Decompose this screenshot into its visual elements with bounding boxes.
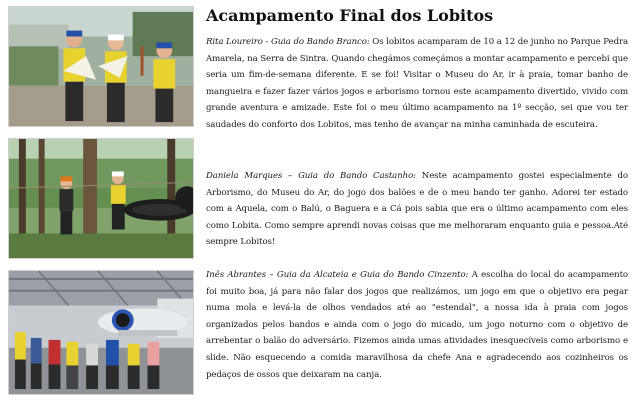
testimony-rita [206, 34, 628, 134]
article-title: Acampamento Final dos Lobitos [206, 6, 494, 25]
photo-tree-climbing [8, 138, 194, 259]
article [206, 4, 629, 380]
testimony-text: Neste acampamento gostei especialmente do Arborismo, do Museu do Ar, do jogo dos balões e de o meu bando ter ganho. Adorei ter estado com a Aquela, com o Balú, o Baguera e a Cá pois sabia que era o último acampamento com eles como Lobita. Como sempre aprendi novas coisas que me melhoraram enquanto guia e pessoa.Até sempre Lobitos! [206, 171, 629, 248]
testimony-ines [206, 267, 628, 383]
testimony-author: Daniela Marques – Guia do Bando Castanho: [206, 171, 416, 181]
testimony-text: A escolha do local do acampamento foi muito boa, já para não falar dos jogos que realizámos, um jogo em que o objetivo era pegar numa mola e levá-la de olhos vendados até ao "estendal", a nossa ida à praia com jogos organizados pelos bandos e ainda com o jogo do micado, um jogo noturno com o objetivo de arrebentar o balão do adversário. Fizemos ainda umas atividades inesquecíveis como arborismo e slide. Não esquecendo a comida maravilhosa da chefe Ana e agradecendo aos cozinheiros os pedaços de ossos que deixaram na canja. [206, 270, 628, 380]
testimony-author: Inês Abrantes – Guia da Alcateia e Guia do Bando Cinzento: [206, 270, 469, 280]
testimony-author: Rita Loureiro - Guia do Bando Branco: [206, 37, 370, 47]
photo-scouts-group [8, 6, 194, 127]
testimony-text: Os lobitos acamparam de 10 a 12 de junho no Parque Pedra Amarela, na Serra de Sintra. Quando chegámos começámos a montar acampamento e percebi que seria um fim-de-semana diferente. E se foi! Visitar o Museu do Ar, ir à praia, tomar banho de mangueira e fazer fazer vários jogos e arborismo tornou este acampamento divertido, vivido com grande aventura e amizade. Este foi o meu último acampamento na 1º secção, sei que vou ter saudades do conforto dos Lobitos, mas tenho de avançar na minha caminhada de escuteira. [206, 37, 629, 130]
photo-air-museum [8, 270, 194, 395]
testimony-daniela [206, 168, 628, 251]
